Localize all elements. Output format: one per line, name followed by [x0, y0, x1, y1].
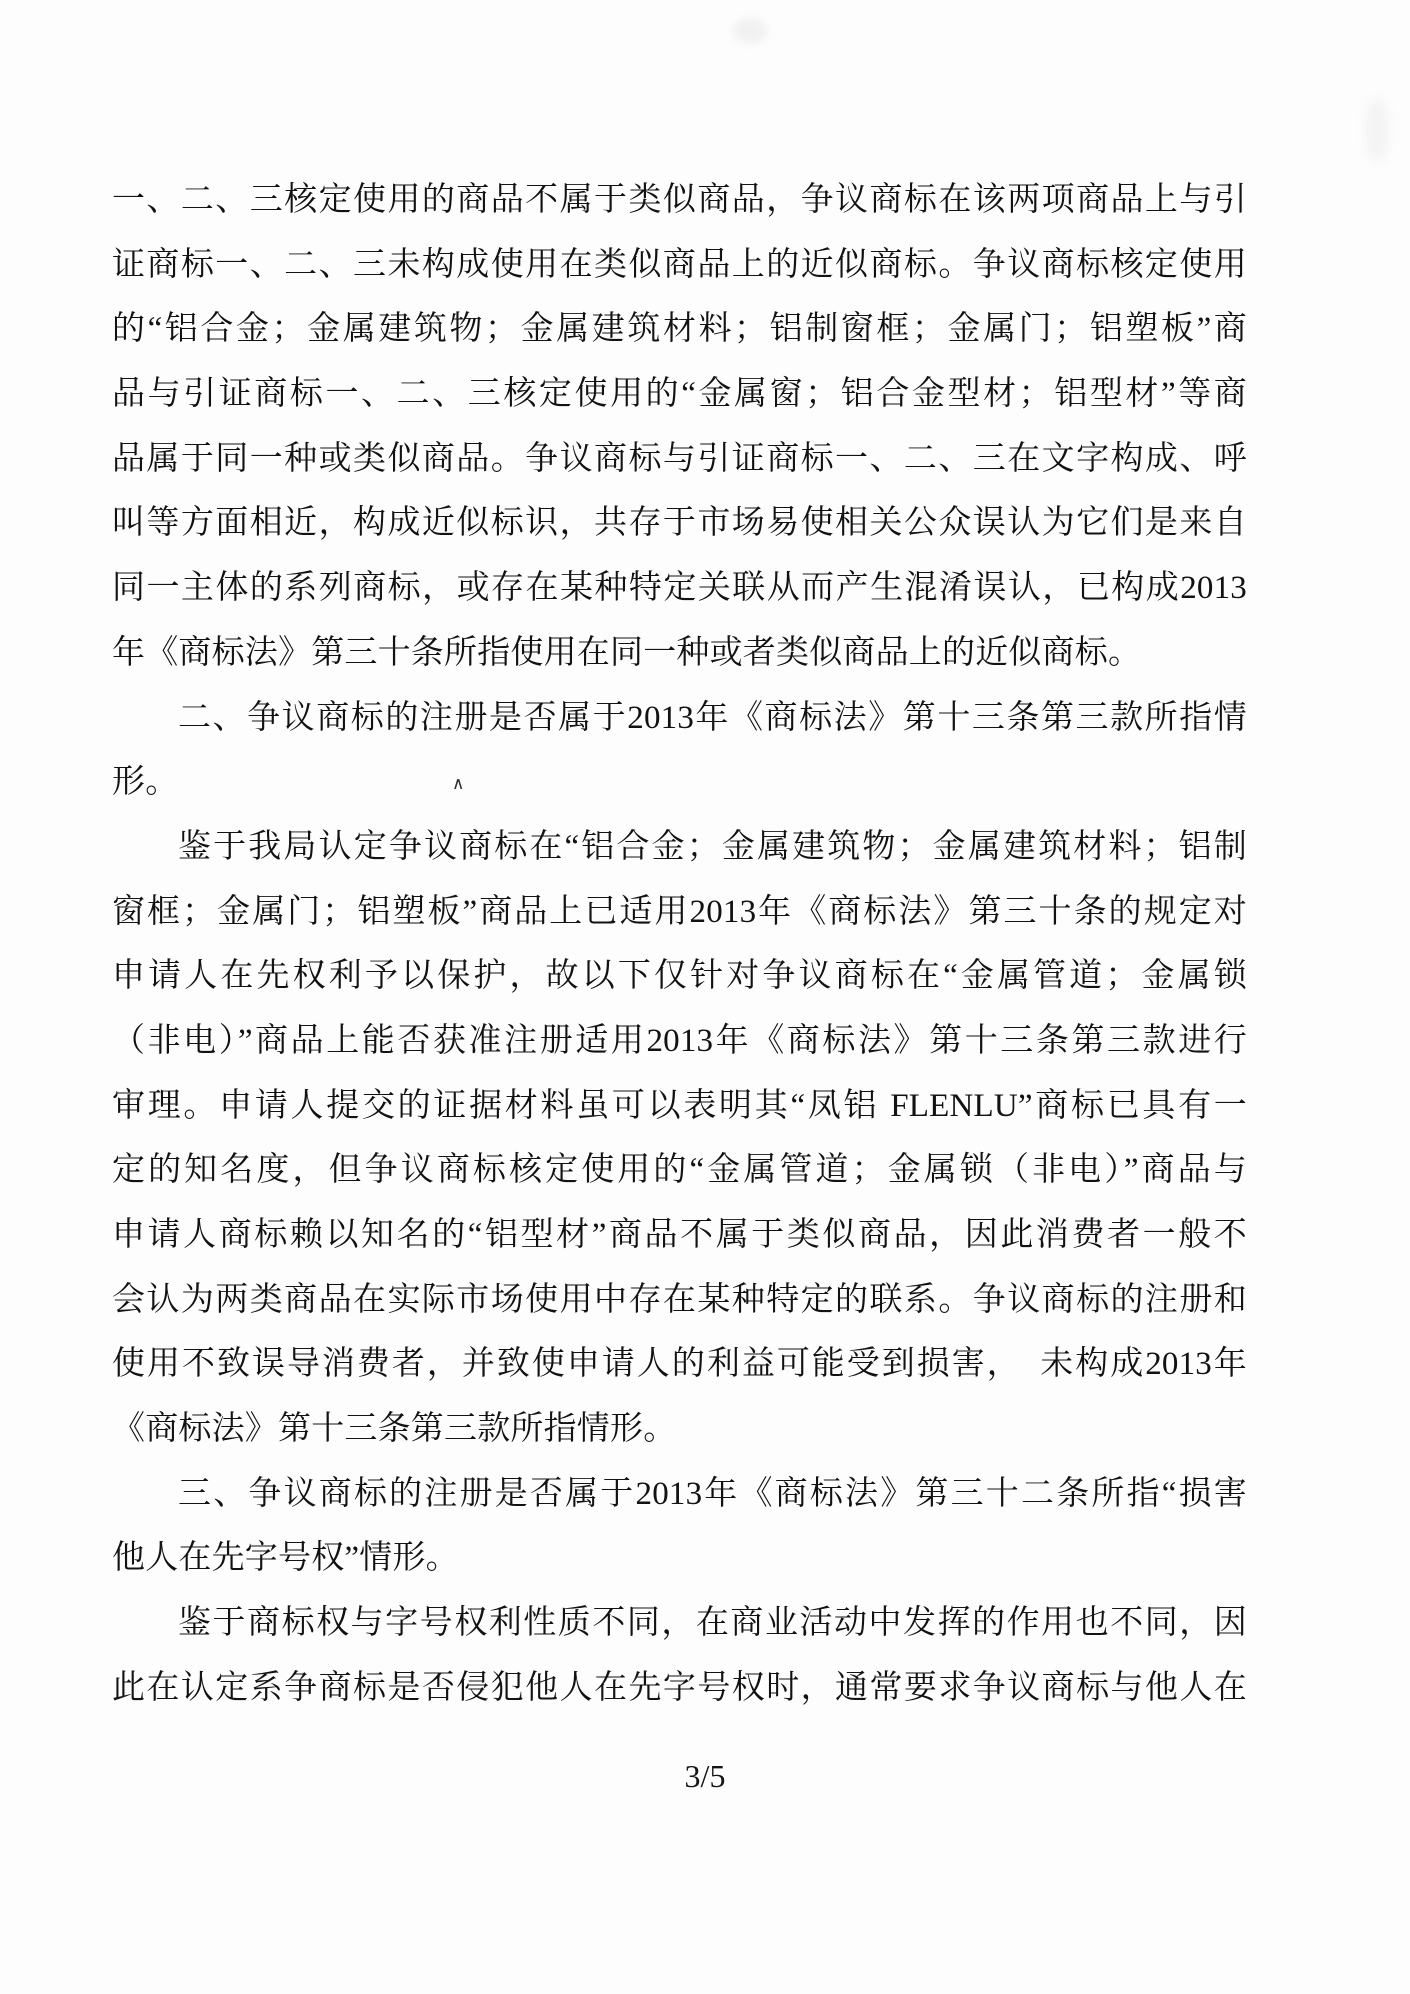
text-line: 《商标法》第十三条第三款所指情形。 — [112, 1411, 677, 1448]
document-text-block — [112, 168, 1247, 1721]
text-line: 定的知名度，但争议商标核定使用的“金属管道；金属锁（非电）”商品与 — [112, 1152, 1247, 1189]
text-line: 会认为两类商品在实际市场使用中存在某种特定的联系。争议商标的注册和 — [112, 1281, 1247, 1318]
text-line: 品与引证商标一、二、三核定使用的“金属窗；铝合金型材；铝型材”等商 — [112, 376, 1247, 413]
text-line: 年《商标法》第三十条所指使用在同一种或者类似商品上的近似商标。 — [112, 634, 1142, 671]
text-line: 此在认定系争商标是否侵犯他人在先字号权时，通常要求争议商标与他人在 — [112, 1669, 1247, 1706]
text-line: 叫等方面相近，构成近似标识，共存于市场易使相关公众误认为它们是来自 — [112, 505, 1247, 542]
text-line: 的“铝合金；金属建筑物；金属建筑材料；铝制窗框；金属门；铝塑板”商 — [112, 311, 1247, 348]
text-line: 使用不致误导消费者，并致使申请人的利益可能受到损害， 未构成2013年 — [112, 1346, 1247, 1383]
text-line: 形。 — [112, 764, 179, 801]
page-number: 3/5 — [684, 1758, 726, 1794]
text-line: 窗框；金属门；铝塑板”商品上已适用2013年《商标法》第三十条的规定对 — [112, 893, 1247, 930]
text-line: 证商标一、二、三未构成使用在类似商品上的近似商标。争议商标核定使用 — [112, 246, 1247, 283]
scan-smudge — [733, 18, 767, 44]
paragraph — [112, 686, 1247, 815]
paragraph — [112, 1462, 1247, 1591]
text-line: 一、二、三核定使用的商品不属于类似商品，争议商标在该两项商品上与引 — [112, 182, 1247, 218]
stray-ink-mark: ∧ — [452, 774, 465, 794]
text-line: 同一主体的系列商标，或存在某种特定关联从而产生混淆误认，已构成2013 — [112, 570, 1247, 607]
paragraph — [112, 1591, 1247, 1720]
scan-smudge — [1366, 100, 1388, 160]
text-line: 申请人在先权利予以保护，故以下仅针对争议商标在“金属管道；金属锁 — [112, 958, 1247, 995]
text-line: （非电）”商品上能否获准注册适用2013年《商标法》第十三条第三款进行 — [112, 1022, 1247, 1059]
paragraph — [112, 168, 1247, 686]
text-line: 三、争议商标的注册是否属于2013年《商标法》第三十二条所指“损害 — [178, 1475, 1247, 1512]
text-line: 审理。申请人提交的证据材料虽可以表明其“凤铝 FLENLU”商标已具有一 — [112, 1087, 1247, 1124]
text-line: 他人在先字号权”情形。 — [112, 1540, 459, 1577]
text-line: 申请人商标赖以知名的“铝型材”商品不属于类似商品，因此消费者一般不 — [112, 1217, 1247, 1253]
text-line: 品属于同一种或类似商品。争议商标与引证商标一、二、三在文字构成、呼 — [112, 440, 1247, 477]
text-line: 二、争议商标的注册是否属于2013年《商标法》第十三条第三款所指情 — [178, 699, 1247, 736]
paragraph — [112, 815, 1247, 1462]
text-line: 鉴于商标权与字号权利性质不同，在商业活动中发挥的作用也不同，因 — [178, 1605, 1247, 1642]
text-line: 鉴于我局认定争议商标在“铝合金；金属建筑物；金属建筑材料；铝制 — [178, 828, 1247, 865]
